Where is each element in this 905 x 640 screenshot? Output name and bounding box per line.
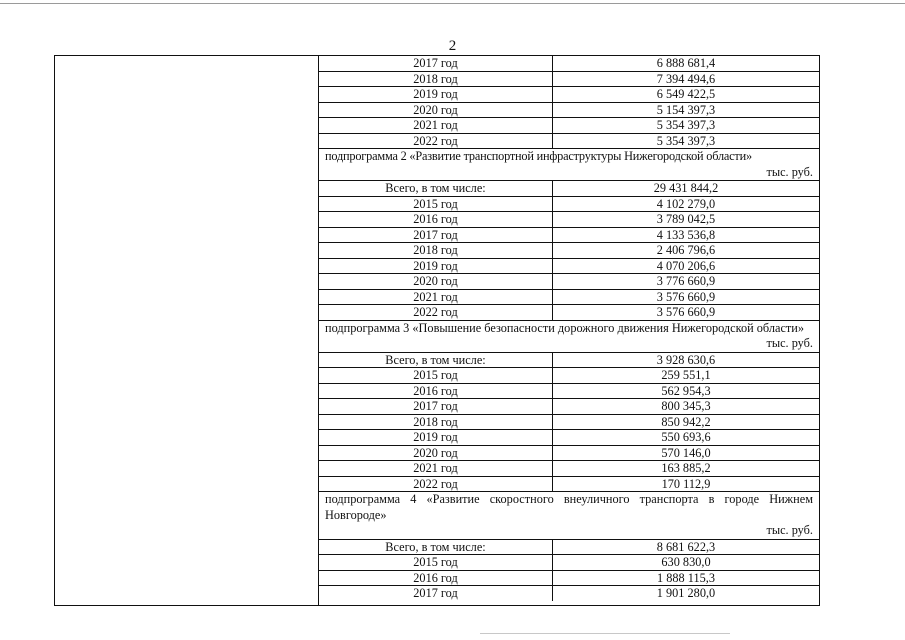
table-row [319, 243, 819, 259]
table-row [319, 181, 819, 197]
amount-cell: 3 928 630,6 [553, 352, 820, 368]
unit-label: тыс. руб. [766, 523, 813, 537]
table-row [319, 476, 819, 492]
amount-cell: 5 354 397,3 [553, 118, 820, 134]
period-cell: 2020 год [319, 102, 553, 118]
amount-cell: 2 406 796,6 [553, 243, 820, 259]
subprogram-header-row [319, 492, 819, 540]
amount-cell: 8 681 622,3 [553, 539, 820, 555]
amount-cell: 562 954,3 [553, 383, 820, 399]
period-cell: 2018 год [319, 71, 553, 87]
table-row [319, 383, 819, 399]
subprogram-title: подпрограмма 3 «Повышение безопасности дорожного движения Нижегородской области» [325, 320, 805, 335]
table-row [319, 352, 819, 368]
amount-cell: 1 901 280,0 [553, 586, 820, 601]
subprogram-title: подпрограмма 2 «Развитие транспортной инфраструктуры Нижегородской области» [325, 149, 752, 163]
table-row [319, 289, 819, 305]
amount-cell: 259 551,1 [553, 368, 820, 384]
subprogram-header-cell [319, 149, 819, 181]
amount-cell: 5 354 397,3 [553, 133, 820, 149]
table-row [319, 133, 819, 149]
funding-table [319, 56, 819, 601]
amount-cell: 3 789 042,5 [553, 212, 820, 228]
table-row [319, 586, 819, 601]
amount-cell: 3 576 660,9 [553, 305, 820, 321]
amount-cell: 3 576 660,9 [553, 289, 820, 305]
table-row [319, 87, 819, 103]
period-cell: 2021 год [319, 289, 553, 305]
table-row [319, 196, 819, 212]
table-row [319, 430, 819, 446]
scan-bottom-mark [480, 633, 730, 634]
table-row [319, 102, 819, 118]
period-cell: Всего, в том числе: [319, 539, 553, 555]
amount-cell: 6 549 422,5 [553, 87, 820, 103]
amount-cell: 4 133 536,8 [553, 227, 820, 243]
period-cell: 2019 год [319, 258, 553, 274]
period-cell: 2022 год [319, 133, 553, 149]
table-row [319, 118, 819, 134]
table-row [319, 414, 819, 430]
table-row [319, 445, 819, 461]
period-cell: 2022 год [319, 305, 553, 321]
table-row [319, 71, 819, 87]
left-column-cell [54, 55, 318, 606]
amount-cell: 1 888 115,3 [553, 570, 820, 586]
amount-cell: 170 112,9 [553, 476, 820, 492]
amount-cell: 850 942,2 [553, 414, 820, 430]
period-cell: 2020 год [319, 445, 553, 461]
period-cell: 2016 год [319, 570, 553, 586]
period-cell: 2022 год [319, 476, 553, 492]
period-cell: Всего, в том числе: [319, 352, 553, 368]
table-row [319, 539, 819, 555]
amount-cell: 5 154 397,3 [553, 102, 820, 118]
period-cell: 2017 год [319, 399, 553, 415]
amount-cell: 570 146,0 [553, 445, 820, 461]
period-cell: 2017 год [319, 227, 553, 243]
table-row [319, 227, 819, 243]
subprogram-header-cell [319, 492, 819, 540]
subprogram-header-row [319, 149, 819, 181]
table-row [319, 274, 819, 290]
subprogram-header-cell [319, 320, 819, 352]
unit-label: тыс. руб. [766, 336, 813, 350]
amount-cell: 7 394 494,6 [553, 71, 820, 87]
scan-top-edge [0, 3, 905, 4]
amount-cell: 4 102 279,0 [553, 196, 820, 212]
table-row [319, 305, 819, 321]
amount-cell: 4 070 206,6 [553, 258, 820, 274]
amount-cell: 630 830,0 [553, 555, 820, 571]
table-row [319, 555, 819, 571]
period-cell: 2020 год [319, 274, 553, 290]
period-cell: Всего, в том числе: [319, 181, 553, 197]
amount-cell: 800 345,3 [553, 399, 820, 415]
amount-cell: 29 431 844,2 [553, 181, 820, 197]
period-cell: 2018 год [319, 414, 553, 430]
period-cell: 2016 год [319, 383, 553, 399]
subprogram-title: подпрограмма 4 «Развитие скоростного внеуличного транспорта в городе Нижнем Новгороде» [325, 492, 813, 522]
period-cell: 2015 год [319, 368, 553, 384]
funding-table-wrapper [318, 55, 820, 606]
amount-cell: 3 776 660,9 [553, 274, 820, 290]
table-row [319, 368, 819, 384]
period-cell: 2015 год [319, 196, 553, 212]
table-row [319, 56, 819, 71]
unit-label: тыс. руб. [766, 164, 813, 179]
period-cell: 2019 год [319, 430, 553, 446]
period-cell: 2021 год [319, 461, 553, 477]
amount-cell: 6 888 681,4 [553, 56, 820, 71]
page-number: 2 [448, 38, 457, 54]
period-cell: 2016 год [319, 212, 553, 228]
period-cell: 2019 год [319, 87, 553, 103]
table-row [319, 461, 819, 477]
subprogram-header-row [319, 320, 819, 352]
table-row [319, 399, 819, 415]
table-row [319, 570, 819, 586]
amount-cell: 550 693,6 [553, 430, 820, 446]
period-cell: 2018 год [319, 243, 553, 259]
amount-cell: 163 885,2 [553, 461, 820, 477]
period-cell: 2015 год [319, 555, 553, 571]
period-cell: 2017 год [319, 586, 553, 601]
table-row [319, 212, 819, 228]
period-cell: 2021 год [319, 118, 553, 134]
table-row [319, 258, 819, 274]
period-cell: 2017 год [319, 56, 553, 71]
